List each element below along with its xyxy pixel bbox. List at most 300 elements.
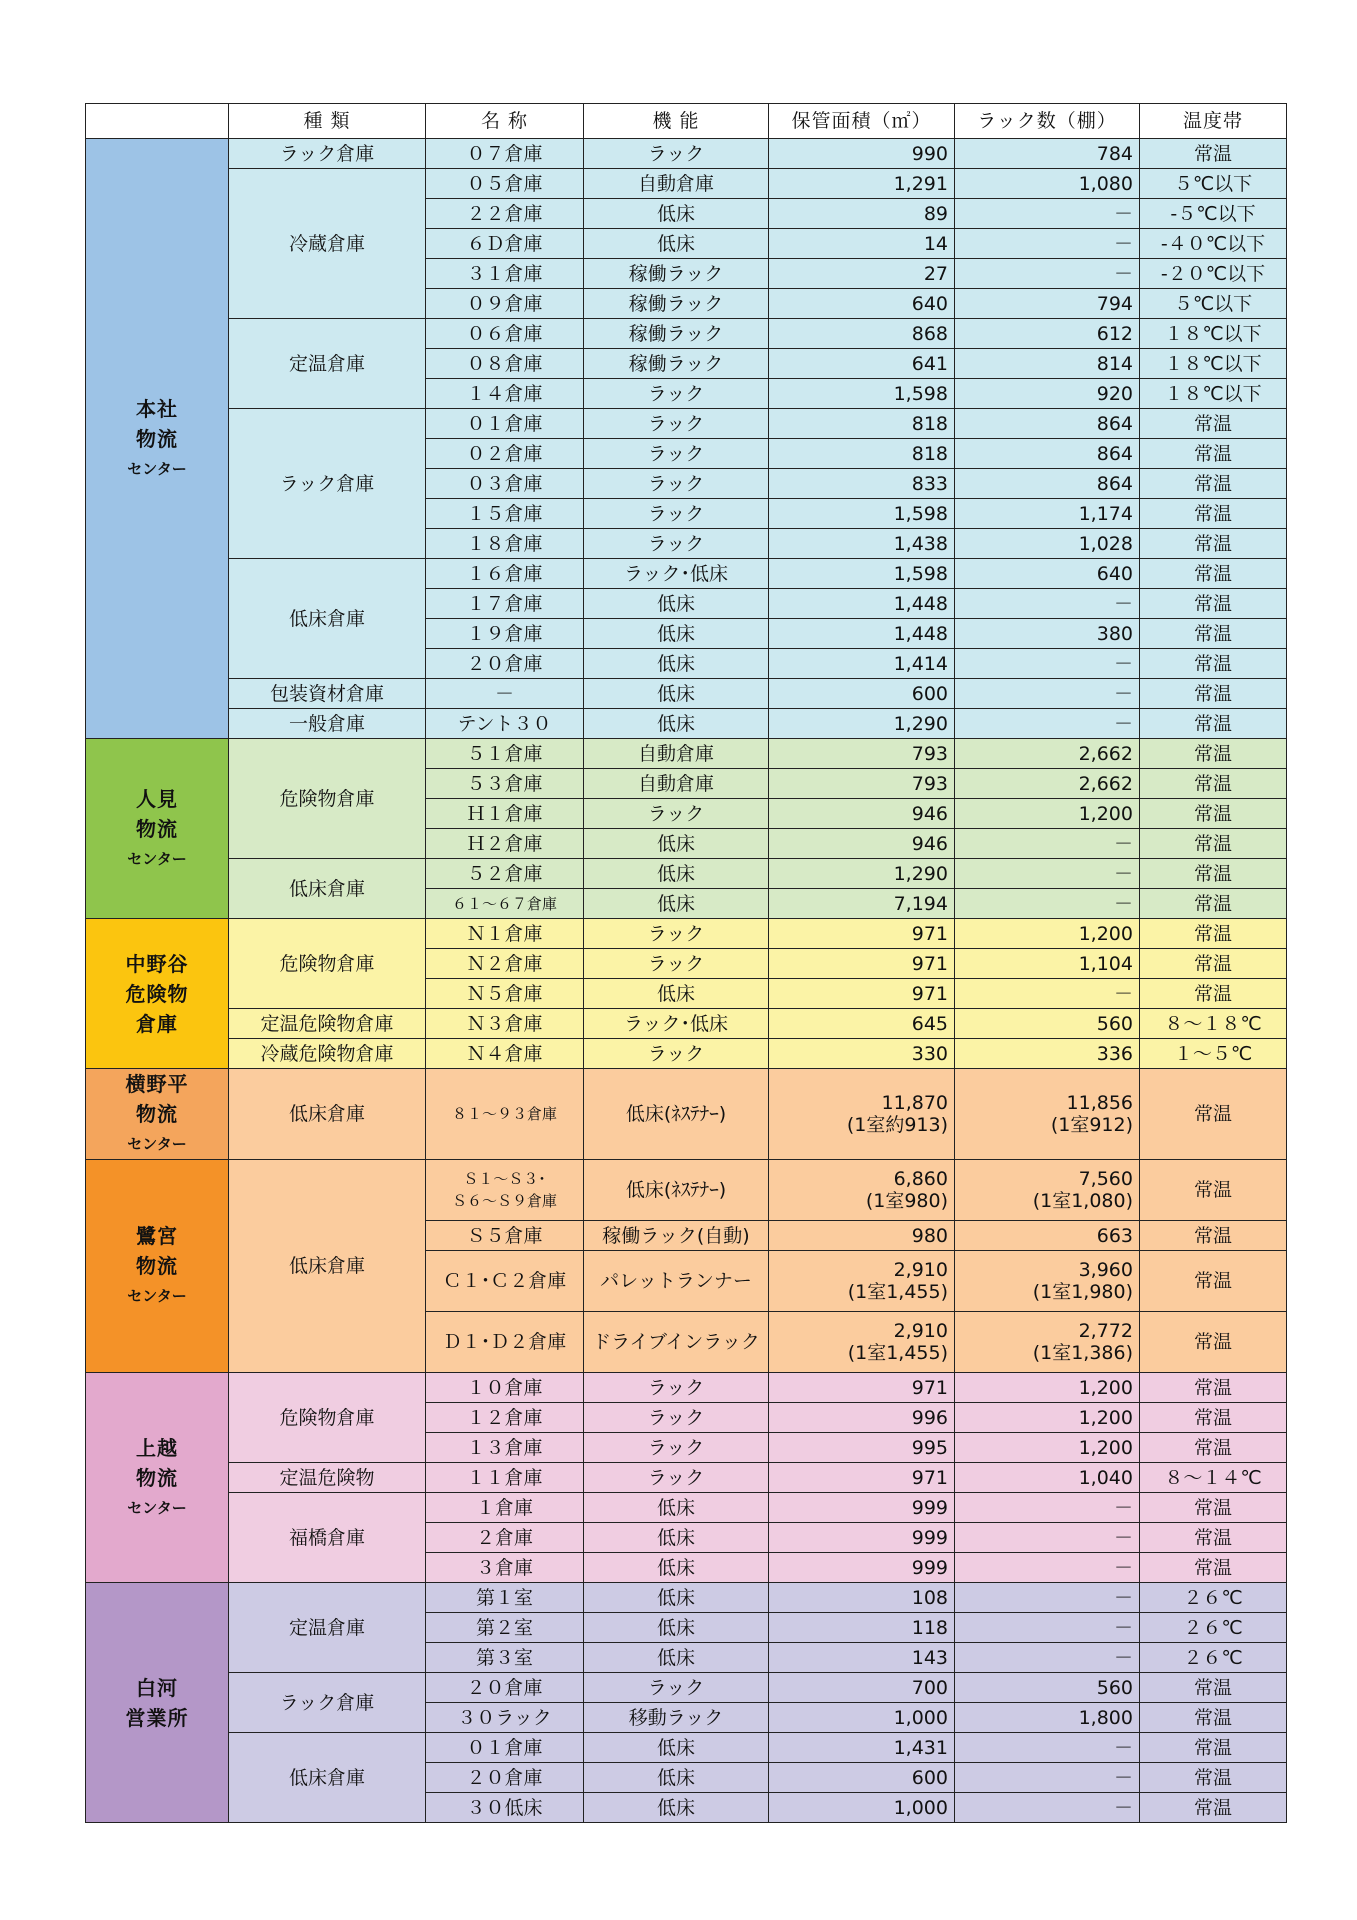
area-cell <box>769 1312 955 1373</box>
function-cell: 低床 <box>584 679 769 709</box>
rack-count-cell: 1,800 <box>955 1703 1140 1733</box>
temperature-cell: 常温 <box>1140 469 1287 499</box>
temperature-cell: 常温 <box>1140 889 1287 919</box>
warehouse-name-cell: 第２室 <box>426 1613 584 1643</box>
center-name-line: 本社 <box>136 396 178 421</box>
rack-count-cell: 560 <box>955 1009 1140 1039</box>
function-cell: 低床 <box>584 649 769 679</box>
rack-count-cell: 1,174 <box>955 499 1140 529</box>
function-cell: 低床 <box>584 709 769 739</box>
area-cell: 89 <box>769 199 955 229</box>
rack-count-cell: 1,200 <box>955 1433 1140 1463</box>
rack-count-cell: － <box>955 859 1140 889</box>
area-per-room: (1室1,455) <box>847 1281 948 1303</box>
table-row <box>86 409 1287 439</box>
rack-count-value: 11,856 <box>1066 1092 1133 1114</box>
area-per-room: (1室約913) <box>846 1114 948 1136</box>
area-cell: 1,000 <box>769 1703 955 1733</box>
rack-count-cell: － <box>955 979 1140 1009</box>
area-cell: 600 <box>769 679 955 709</box>
table-row <box>86 1069 1287 1160</box>
warehouse-type-cell: ラック倉庫 <box>229 409 426 559</box>
center-name-line: 鷺宮 <box>136 1224 178 1248</box>
rack-count-cell: － <box>955 889 1140 919</box>
warehouse-name-cell: １３倉庫 <box>426 1433 584 1463</box>
center-name-line: 危険物 <box>125 981 189 1006</box>
rack-count-cell: － <box>955 709 1140 739</box>
rack-count-value: 7,560 <box>1078 1168 1133 1190</box>
table-row <box>86 1373 1287 1403</box>
area-cell: 600 <box>769 1763 955 1793</box>
area-cell: 27 <box>769 259 955 289</box>
area-value: 6,860 <box>893 1168 948 1190</box>
temperature-cell: 常温 <box>1140 1523 1287 1553</box>
center-name-line: 物流 <box>136 426 178 451</box>
warehouse-type-cell: 福橋倉庫 <box>229 1493 426 1583</box>
area-cell: 7,194 <box>769 889 955 919</box>
rack-count-cell: 864 <box>955 439 1140 469</box>
area-cell: 641 <box>769 349 955 379</box>
warehouse-name-cell: ６１～６７倉庫 <box>426 889 584 919</box>
temperature-cell: 常温 <box>1140 409 1287 439</box>
temperature-cell: 常温 <box>1140 1733 1287 1763</box>
center-name-line: 横野平 <box>125 1072 189 1096</box>
function-cell: 稼働ラック <box>584 349 769 379</box>
center-name-cell <box>86 1160 229 1373</box>
warehouse-name-cell: ０７倉庫 <box>426 139 584 169</box>
rack-count-cell: 1,080 <box>955 169 1140 199</box>
warehouse-name-cell: ０１倉庫 <box>426 409 584 439</box>
table-row <box>86 739 1287 769</box>
rack-count-cell: 612 <box>955 319 1140 349</box>
function-cell: ラック <box>584 499 769 529</box>
area-cell: 971 <box>769 979 955 1009</box>
warehouse-name-cell: Ｄ１･Ｄ２倉庫 <box>426 1312 584 1373</box>
area-cell: 990 <box>769 139 955 169</box>
warehouse-type-cell: 冷蔵危険物倉庫 <box>229 1039 426 1069</box>
temperature-cell: 常温 <box>1140 1251 1287 1312</box>
table-row <box>86 679 1287 709</box>
warehouse-name-cell: １４倉庫 <box>426 379 584 409</box>
temperature-cell: 常温 <box>1140 1763 1287 1793</box>
warehouse-table-container <box>85 103 1287 1823</box>
table-row <box>86 859 1287 889</box>
warehouse-type-cell: 包装資材倉庫 <box>229 679 426 709</box>
temperature-cell: 常温 <box>1140 139 1287 169</box>
warehouse-name-cell: １８倉庫 <box>426 529 584 559</box>
function-cell: 低床 <box>584 1553 769 1583</box>
warehouse-name-cell <box>426 1160 584 1221</box>
area-value: 11,870 <box>881 1092 948 1114</box>
function-cell: 低床 <box>584 859 769 889</box>
center-name-cell <box>86 139 229 739</box>
area-cell: 793 <box>769 769 955 799</box>
rack-count-cell: － <box>955 259 1140 289</box>
warehouse-name-cell: ３倉庫 <box>426 1553 584 1583</box>
center-name-sub: センター <box>127 1135 187 1153</box>
area-cell: 1,290 <box>769 859 955 889</box>
temperature-cell: 常温 <box>1140 829 1287 859</box>
area-cell: 330 <box>769 1039 955 1069</box>
function-cell: 低床 <box>584 199 769 229</box>
rack-count-cell: － <box>955 199 1140 229</box>
warehouse-name-cell: １６倉庫 <box>426 559 584 589</box>
warehouse-name-cell: ２２倉庫 <box>426 199 584 229</box>
header-area: 保管面積（㎡） <box>769 104 955 139</box>
center-name-line: 倉庫 <box>136 1011 178 1036</box>
rack-count-per-room: (1室912) <box>1050 1114 1133 1136</box>
rack-count-cell: － <box>955 229 1140 259</box>
rack-count-cell: 864 <box>955 469 1140 499</box>
header-temperature: 温度帯 <box>1140 104 1287 139</box>
area-per-room: (1室1,455) <box>847 1342 948 1364</box>
warehouse-name-cell: ２０倉庫 <box>426 649 584 679</box>
area-cell: 999 <box>769 1553 955 1583</box>
center-name-cell <box>86 1069 229 1160</box>
function-cell: 低床 <box>584 1523 769 1553</box>
header-row <box>86 104 1287 139</box>
rack-count-cell: 663 <box>955 1221 1140 1251</box>
function-cell: ラック <box>584 529 769 559</box>
function-cell: 稼働ラック <box>584 289 769 319</box>
warehouse-name-line: Ｓ１～Ｓ３･ <box>463 1170 546 1188</box>
rack-count-cell: 380 <box>955 619 1140 649</box>
center-name-line: 物流 <box>136 1465 178 1490</box>
temperature-cell: 常温 <box>1140 919 1287 949</box>
rack-count-cell: 1,200 <box>955 1403 1140 1433</box>
temperature-cell: ２６℃ <box>1140 1583 1287 1613</box>
warehouse-type-cell: 定温倉庫 <box>229 1583 426 1673</box>
warehouse-name-cell: Ｎ５倉庫 <box>426 979 584 1009</box>
function-cell: ラック <box>584 409 769 439</box>
warehouse-type-cell: 低床倉庫 <box>229 859 426 919</box>
temperature-cell: 常温 <box>1140 499 1287 529</box>
center-name-line: 白河 <box>136 1675 178 1700</box>
temperature-cell: ５℃以下 <box>1140 289 1287 319</box>
center-name-line: 営業所 <box>125 1705 189 1730</box>
warehouse-type-cell: 冷蔵倉庫 <box>229 169 426 319</box>
warehouse-type-cell: 低床倉庫 <box>229 1160 426 1373</box>
area-cell: 971 <box>769 1373 955 1403</box>
warehouse-type-cell: 低床倉庫 <box>229 1733 426 1823</box>
warehouse-name-cell: 第１室 <box>426 1583 584 1613</box>
function-cell: ラック･低床 <box>584 1009 769 1039</box>
warehouse-name-cell: ５２倉庫 <box>426 859 584 889</box>
rack-count-cell: 814 <box>955 349 1140 379</box>
area-value: 2,910 <box>893 1259 948 1281</box>
function-cell: ドライブインラック <box>584 1312 769 1373</box>
temperature-cell: 常温 <box>1140 1703 1287 1733</box>
temperature-cell: 常温 <box>1140 439 1287 469</box>
area-cell <box>769 1069 955 1160</box>
rack-count-cell: 1,040 <box>955 1463 1140 1493</box>
area-cell <box>769 1160 955 1221</box>
function-cell: 低床 <box>584 1643 769 1673</box>
warehouse-name-cell: ０８倉庫 <box>426 349 584 379</box>
area-cell: 1,438 <box>769 529 955 559</box>
area-cell: 1,290 <box>769 709 955 739</box>
function-cell: ラック <box>584 1403 769 1433</box>
warehouse-name-cell: ０６倉庫 <box>426 319 584 349</box>
center-name-sub: センター <box>127 849 187 868</box>
area-cell: 1,598 <box>769 379 955 409</box>
center-name-cell <box>86 919 229 1069</box>
area-cell: 1,291 <box>769 169 955 199</box>
warehouse-name-cell: １９倉庫 <box>426 619 584 649</box>
table-row <box>86 1009 1287 1039</box>
rack-count-cell: 784 <box>955 139 1140 169</box>
rack-count-cell: － <box>955 679 1140 709</box>
warehouse-type-cell: 低床倉庫 <box>229 1069 426 1160</box>
function-cell: 低床 <box>584 619 769 649</box>
warehouse-name-cell: ３１倉庫 <box>426 259 584 289</box>
center-name-line: 物流 <box>136 1254 178 1278</box>
temperature-cell: 常温 <box>1140 649 1287 679</box>
temperature-cell: 常温 <box>1140 589 1287 619</box>
warehouse-name-cell: Ｃ１･Ｃ２倉庫 <box>426 1251 584 1312</box>
rack-count-cell <box>955 1312 1140 1373</box>
function-cell: 低床(ﾈｽﾃﾅｰ) <box>584 1160 769 1221</box>
temperature-cell: 常温 <box>1140 799 1287 829</box>
warehouse-name-cell: ０５倉庫 <box>426 169 584 199</box>
temperature-cell: 常温 <box>1140 709 1287 739</box>
warehouse-name-cell: ２０倉庫 <box>426 1673 584 1703</box>
area-cell: 946 <box>769 799 955 829</box>
area-cell: 833 <box>769 469 955 499</box>
warehouse-name-line: Ｓ６～Ｓ９倉庫 <box>451 1192 557 1210</box>
table-row <box>86 709 1287 739</box>
warehouse-name-cell: １２倉庫 <box>426 1403 584 1433</box>
rack-count-cell: 1,104 <box>955 949 1140 979</box>
warehouse-name-cell: テント３０ <box>426 709 584 739</box>
warehouse-type-cell: 一般倉庫 <box>229 709 426 739</box>
center-name-cell <box>86 1373 229 1583</box>
area-cell: 793 <box>769 739 955 769</box>
warehouse-name-cell: Ｎ１倉庫 <box>426 919 584 949</box>
warehouse-name-cell: Ｈ２倉庫 <box>426 829 584 859</box>
rack-count-cell: － <box>955 829 1140 859</box>
warehouse-name-cell: １５倉庫 <box>426 499 584 529</box>
temperature-cell: 常温 <box>1140 769 1287 799</box>
function-cell: ラック <box>584 139 769 169</box>
area-value: 2,910 <box>893 1320 948 1342</box>
rack-count-cell: 2,662 <box>955 739 1140 769</box>
rack-count-cell: 1,028 <box>955 529 1140 559</box>
center-name-line: 中野谷 <box>125 951 189 976</box>
rack-count-cell: － <box>955 1553 1140 1583</box>
area-cell: 1,448 <box>769 589 955 619</box>
warehouse-type-cell: 危険物倉庫 <box>229 1373 426 1463</box>
temperature-cell: ２６℃ <box>1140 1643 1287 1673</box>
area-cell: 700 <box>769 1673 955 1703</box>
warehouse-type-cell: ラック倉庫 <box>229 1673 426 1733</box>
area-cell: 14 <box>769 229 955 259</box>
temperature-cell: 常温 <box>1140 1433 1287 1463</box>
area-cell <box>769 1251 955 1312</box>
rack-count-cell: 1,200 <box>955 1373 1140 1403</box>
warehouse-name-cell: Ｓ５倉庫 <box>426 1221 584 1251</box>
temperature-cell: ２６℃ <box>1140 1613 1287 1643</box>
function-cell: ラック <box>584 1463 769 1493</box>
warehouse-name-cell: ５１倉庫 <box>426 739 584 769</box>
table-row <box>86 559 1287 589</box>
rack-count-cell: 2,662 <box>955 769 1140 799</box>
area-cell: 996 <box>769 1403 955 1433</box>
temperature-cell: -２０℃以下 <box>1140 259 1287 289</box>
center-name-sub: センター <box>127 459 187 478</box>
function-cell: ラック <box>584 469 769 499</box>
rack-count-cell: － <box>955 1583 1140 1613</box>
table-row <box>86 319 1287 349</box>
area-cell: 1,000 <box>769 1793 955 1823</box>
center-name-sub: センター <box>127 1498 187 1517</box>
function-cell: 低床 <box>584 829 769 859</box>
function-cell: ラック <box>584 799 769 829</box>
function-cell: 稼働ラック <box>584 319 769 349</box>
warehouse-name-cell: Ｎ２倉庫 <box>426 949 584 979</box>
area-cell: 118 <box>769 1613 955 1643</box>
warehouse-name-cell: ３０ラック <box>426 1703 584 1733</box>
area-cell: 971 <box>769 919 955 949</box>
center-name-sub: センター <box>127 1287 187 1305</box>
header-type: 種 類 <box>229 104 426 139</box>
rack-count-cell: － <box>955 1613 1140 1643</box>
area-cell: 818 <box>769 439 955 469</box>
warehouse-name-cell: Ｈ１倉庫 <box>426 799 584 829</box>
warehouse-name-cell: Ｎ３倉庫 <box>426 1009 584 1039</box>
rack-count-cell: － <box>955 1523 1140 1553</box>
function-cell: ラック･低床 <box>584 559 769 589</box>
function-cell: 自動倉庫 <box>584 169 769 199</box>
temperature-cell: １８℃以下 <box>1140 379 1287 409</box>
warehouse-name-cell: ５３倉庫 <box>426 769 584 799</box>
function-cell: ラック <box>584 1039 769 1069</box>
rack-count-cell: － <box>955 1763 1140 1793</box>
area-per-room: (1室980) <box>865 1190 948 1212</box>
warehouse-name-cell: ３０低床 <box>426 1793 584 1823</box>
table-row <box>86 1160 1287 1221</box>
function-cell: ラック <box>584 1373 769 1403</box>
function-cell: 自動倉庫 <box>584 769 769 799</box>
rack-count-cell <box>955 1160 1140 1221</box>
function-cell: 移動ラック <box>584 1703 769 1733</box>
temperature-cell: 常温 <box>1140 559 1287 589</box>
temperature-cell: 常温 <box>1140 1793 1287 1823</box>
area-cell: 108 <box>769 1583 955 1613</box>
temperature-cell: 常温 <box>1140 679 1287 709</box>
rack-count-cell: － <box>955 589 1140 619</box>
temperature-cell: 常温 <box>1140 1312 1287 1373</box>
warehouse-name-cell: ０９倉庫 <box>426 289 584 319</box>
header-function: 機 能 <box>584 104 769 139</box>
center-name-line: 人見 <box>136 786 178 811</box>
warehouse-type-cell: 定温危険物倉庫 <box>229 1009 426 1039</box>
area-cell: 868 <box>769 319 955 349</box>
warehouse-name-cell: １７倉庫 <box>426 589 584 619</box>
warehouse-type-cell: 定温危険物 <box>229 1463 426 1493</box>
temperature-cell: ５℃以下 <box>1140 169 1287 199</box>
function-cell: 低床(ﾈｽﾃﾅｰ) <box>584 1069 769 1160</box>
temperature-cell: 常温 <box>1140 1160 1287 1221</box>
rack-count-per-room: (1室1,080) <box>1032 1190 1133 1212</box>
function-cell: 低床 <box>584 1793 769 1823</box>
function-cell: 自動倉庫 <box>584 739 769 769</box>
function-cell: 稼働ラック(自動) <box>584 1221 769 1251</box>
warehouse-name-cell: ８１～９３倉庫 <box>426 1069 584 1160</box>
temperature-cell: 常温 <box>1140 1069 1287 1160</box>
area-cell: 1,598 <box>769 499 955 529</box>
area-cell: 1,448 <box>769 619 955 649</box>
area-cell: 999 <box>769 1523 955 1553</box>
table-body <box>86 139 1287 1823</box>
rack-count-cell: 1,200 <box>955 919 1140 949</box>
warehouse-type-cell: ラック倉庫 <box>229 139 426 169</box>
table-row <box>86 139 1287 169</box>
rack-count-value: 2,772 <box>1078 1320 1133 1342</box>
function-cell: 低床 <box>584 1613 769 1643</box>
area-cell: 1,431 <box>769 1733 955 1763</box>
warehouse-type-cell: 定温倉庫 <box>229 319 426 409</box>
temperature-cell: -４０℃以下 <box>1140 229 1287 259</box>
temperature-cell: 常温 <box>1140 1221 1287 1251</box>
temperature-cell: 常温 <box>1140 1493 1287 1523</box>
function-cell: 低床 <box>584 1493 769 1523</box>
function-cell: ラック <box>584 379 769 409</box>
rack-count-cell: 560 <box>955 1673 1140 1703</box>
area-cell: 143 <box>769 1643 955 1673</box>
header-center <box>86 104 229 139</box>
center-name-line: 物流 <box>136 816 178 841</box>
warehouse-name-cell: １倉庫 <box>426 1493 584 1523</box>
temperature-cell: 常温 <box>1140 739 1287 769</box>
temperature-cell: １８℃以下 <box>1140 319 1287 349</box>
table-row <box>86 919 1287 949</box>
function-cell: ラック <box>584 919 769 949</box>
warehouse-type-cell: 危険物倉庫 <box>229 919 426 1009</box>
warehouse-name-cell: 第３室 <box>426 1643 584 1673</box>
temperature-cell: ８～１８℃ <box>1140 1009 1287 1039</box>
rack-count-cell: 920 <box>955 379 1140 409</box>
function-cell: ラック <box>584 439 769 469</box>
rack-count-cell: 1,200 <box>955 799 1140 829</box>
temperature-cell: 常温 <box>1140 859 1287 889</box>
warehouse-type-cell: 危険物倉庫 <box>229 739 426 859</box>
warehouse-type-cell: 低床倉庫 <box>229 559 426 679</box>
warehouse-name-cell: ６Ｄ倉庫 <box>426 229 584 259</box>
header-racks: ラック数（棚） <box>955 104 1140 139</box>
rack-count-cell: 864 <box>955 409 1140 439</box>
function-cell: ラック <box>584 1433 769 1463</box>
area-cell: 1,414 <box>769 649 955 679</box>
area-cell: 971 <box>769 949 955 979</box>
table-row <box>86 1583 1287 1613</box>
area-cell: 1,598 <box>769 559 955 589</box>
warehouse-name-cell: １０倉庫 <box>426 1373 584 1403</box>
temperature-cell: 常温 <box>1140 1673 1287 1703</box>
temperature-cell: １～５℃ <box>1140 1039 1287 1069</box>
warehouse-name-cell: － <box>426 679 584 709</box>
area-cell: 818 <box>769 409 955 439</box>
temperature-cell: 常温 <box>1140 1403 1287 1433</box>
function-cell: パレットランナー <box>584 1251 769 1312</box>
header-name: 名 称 <box>426 104 584 139</box>
table-row <box>86 1673 1287 1703</box>
temperature-cell: ８～１４℃ <box>1140 1463 1287 1493</box>
temperature-cell: １８℃以下 <box>1140 349 1287 379</box>
table-row <box>86 1493 1287 1523</box>
function-cell: 低床 <box>584 1583 769 1613</box>
function-cell: 低床 <box>584 589 769 619</box>
